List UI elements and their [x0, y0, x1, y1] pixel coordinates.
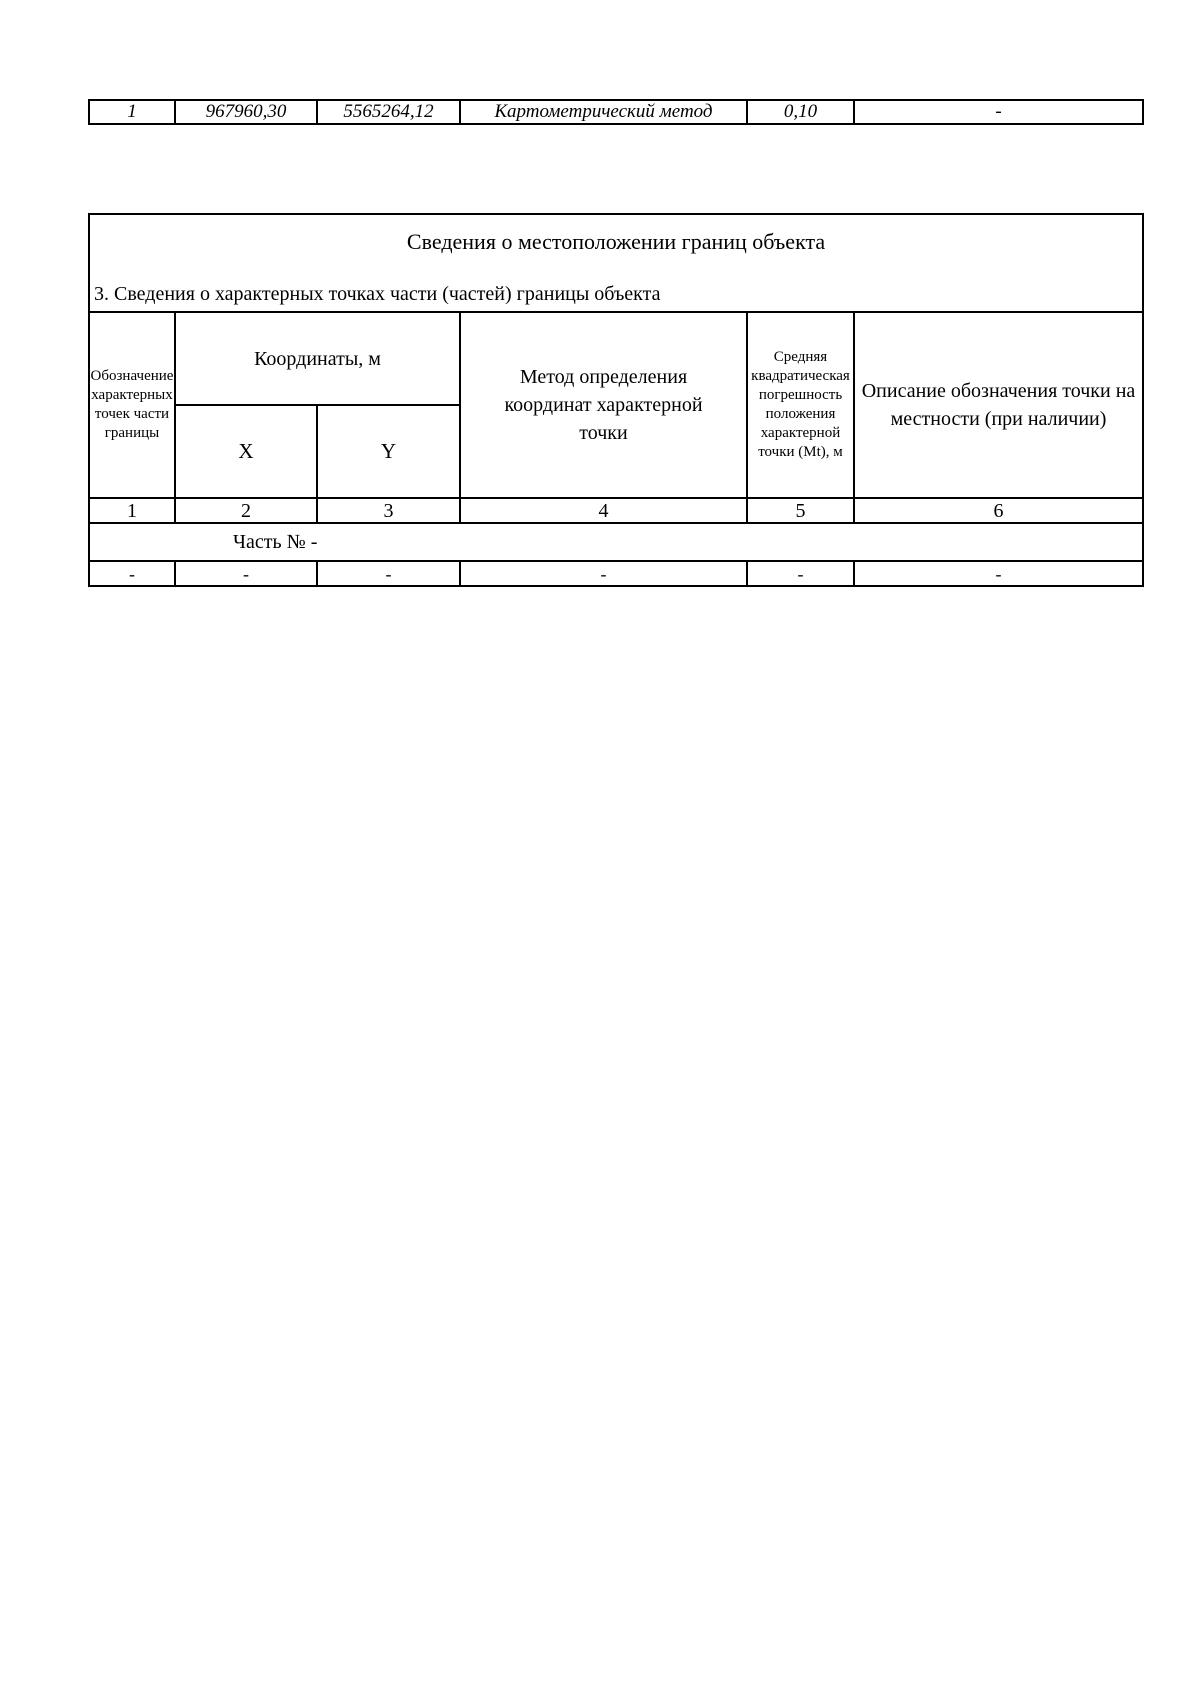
header-y: Y: [317, 405, 460, 498]
table-cell: -: [317, 561, 460, 586]
header-point-designation: Обозначение характерных точек части границы: [89, 312, 175, 498]
description-cell: -: [854, 100, 1143, 124]
table-cell: -: [460, 561, 747, 586]
column-number: 1: [89, 498, 175, 523]
table-row: [89, 561, 1143, 586]
table-cell: -: [175, 561, 317, 586]
error-cell: 0,10: [747, 100, 854, 124]
section-subtitle: 3. Сведения о характерных точках части (частей) границы объекта: [94, 283, 661, 305]
y-coordinate-cell: 5565264,12: [317, 100, 460, 124]
table-cell: -: [89, 561, 175, 586]
table-row: [89, 100, 1143, 124]
column-number: 6: [854, 498, 1143, 523]
column-numbers-row: [89, 498, 1143, 523]
method-cell: Картометрический метод: [460, 100, 747, 124]
header-x: X: [175, 405, 317, 498]
boundary-points-table: [88, 213, 1144, 587]
previous-points-table: [88, 99, 1144, 125]
column-number: 3: [317, 498, 460, 523]
header-coordinates: Координаты, м: [175, 312, 460, 405]
table-title-cell: [89, 214, 1143, 312]
part-label: Часть № -: [89, 523, 1143, 561]
header-method: Метод определения координат характерной точки: [460, 312, 747, 498]
column-number: 4: [460, 498, 747, 523]
part-row: [89, 523, 1143, 561]
table-cell: -: [854, 561, 1143, 586]
header-mean-error: Средняя квадратическая погрешность положения характерной точки (Mt), м: [747, 312, 854, 498]
section-title: Сведения о местоположении границ объекта: [406, 229, 826, 254]
table-cell: -: [747, 561, 854, 586]
column-number: 2: [175, 498, 317, 523]
x-coordinate-cell: 967960,30: [175, 100, 317, 124]
point-number-cell: 1: [89, 100, 175, 124]
header-description: Описание обозначения точки на местности (при наличии): [854, 312, 1143, 498]
column-number: 5: [747, 498, 854, 523]
